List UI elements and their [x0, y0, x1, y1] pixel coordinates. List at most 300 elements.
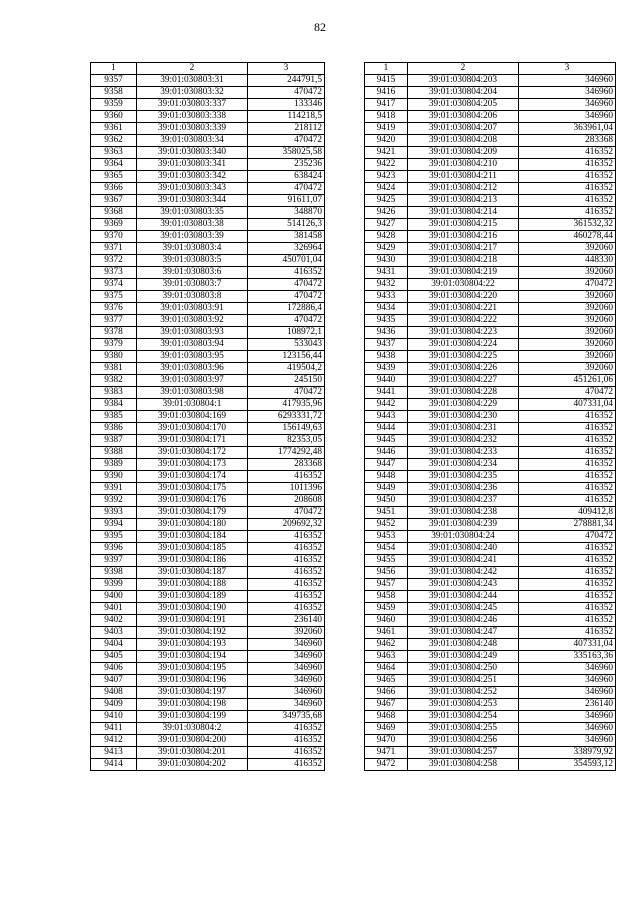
cadastral-id-cell: 39:01:030803:94	[137, 339, 248, 351]
row-number-cell: 9436	[365, 327, 408, 339]
value-cell: 416352	[519, 411, 616, 423]
table-row	[365, 495, 616, 507]
cadastral-id-cell: 39:01:030803:343	[137, 183, 248, 195]
cadastral-id-cell: 39:01:030804:209	[408, 147, 519, 159]
row-number-cell: 9414	[91, 759, 137, 771]
value-cell: 392060	[519, 243, 616, 255]
value-cell: 172886,4	[248, 303, 325, 315]
table-row	[365, 375, 616, 387]
value-cell: 326964	[248, 243, 325, 255]
table-header-row	[365, 63, 616, 75]
table-row	[91, 219, 325, 231]
table-row	[91, 675, 325, 687]
row-number-cell: 9406	[91, 663, 137, 675]
cadastral-id-cell: 39:01:030804:24	[408, 531, 519, 543]
cadastral-table-left	[90, 62, 325, 771]
cadastral-id-cell: 39:01:030804:219	[408, 267, 519, 279]
cadastral-id-cell: 39:01:030803:97	[137, 375, 248, 387]
table-row	[91, 327, 325, 339]
value-cell: 156149,63	[248, 423, 325, 435]
cadastral-id-cell: 39:01:030803:7	[137, 279, 248, 291]
value-cell: 346960	[519, 675, 616, 687]
cadastral-id-cell: 39:01:030803:39	[137, 231, 248, 243]
table-row	[365, 423, 616, 435]
value-cell: 244791,5	[248, 75, 325, 87]
row-number-cell: 9420	[365, 135, 408, 147]
value-cell: 416352	[519, 471, 616, 483]
row-number-cell: 9385	[91, 411, 137, 423]
cadastral-id-cell: 39:01:030804:196	[137, 675, 248, 687]
row-number-cell: 9387	[91, 435, 137, 447]
table-row	[365, 99, 616, 111]
table-row	[91, 531, 325, 543]
value-cell: 416352	[519, 195, 616, 207]
cadastral-id-cell: 39:01:030804:200	[137, 735, 248, 747]
table-row	[91, 459, 325, 471]
table-row	[365, 87, 616, 99]
value-cell: 409412,8	[519, 507, 616, 519]
value-cell: 451261,06	[519, 375, 616, 387]
table-row	[365, 135, 616, 147]
value-cell: 6293331,72	[248, 411, 325, 423]
cadastral-id-cell: 39:01:030804:258	[408, 759, 519, 771]
cadastral-id-cell: 39:01:030804:206	[408, 111, 519, 123]
table-row	[91, 243, 325, 255]
row-number-cell: 9384	[91, 399, 137, 411]
row-number-cell: 9458	[365, 591, 408, 603]
table-row	[365, 459, 616, 471]
table-row	[91, 111, 325, 123]
table-row	[365, 207, 616, 219]
value-cell: 346960	[519, 87, 616, 99]
value-cell: 349735,68	[248, 711, 325, 723]
value-cell: 346960	[248, 699, 325, 711]
table-row	[365, 75, 616, 87]
value-cell: 416352	[519, 591, 616, 603]
cadastral-id-cell: 39:01:030803:4	[137, 243, 248, 255]
table-row	[91, 435, 325, 447]
value-cell: 346960	[519, 663, 616, 675]
cadastral-id-cell: 39:01:030803:35	[137, 207, 248, 219]
table-row	[365, 315, 616, 327]
value-cell: 416352	[248, 579, 325, 591]
row-number-cell: 9444	[365, 423, 408, 435]
table-row	[91, 375, 325, 387]
table-row	[365, 483, 616, 495]
value-cell: 346960	[519, 99, 616, 111]
cadastral-id-cell: 39:01:030804:2	[137, 723, 248, 735]
row-number-cell: 9413	[91, 747, 137, 759]
row-number-cell: 9358	[91, 87, 137, 99]
row-number-cell: 9397	[91, 555, 137, 567]
cadastral-id-cell: 39:01:030804:215	[408, 219, 519, 231]
value-cell: 533043	[248, 339, 325, 351]
row-number-cell: 9392	[91, 495, 137, 507]
row-number-cell: 9362	[91, 135, 137, 147]
value-cell: 209692,32	[248, 519, 325, 531]
table-row	[365, 255, 616, 267]
table-row	[91, 195, 325, 207]
row-number-cell: 9395	[91, 531, 137, 543]
cadastral-id-cell: 39:01:030804:244	[408, 591, 519, 603]
value-cell: 416352	[519, 579, 616, 591]
table-row	[91, 231, 325, 243]
table-row	[91, 447, 325, 459]
row-number-cell: 9450	[365, 495, 408, 507]
value-cell: 335163,36	[519, 651, 616, 663]
value-cell: 470472	[248, 291, 325, 303]
row-number-cell: 9396	[91, 543, 137, 555]
cadastral-id-cell: 39:01:030804:226	[408, 363, 519, 375]
row-number-cell: 9449	[365, 483, 408, 495]
cadastral-id-cell: 39:01:030803:5	[137, 255, 248, 267]
cadastral-id-cell: 39:01:030804:210	[408, 159, 519, 171]
table-row	[365, 567, 616, 579]
table-row	[91, 759, 325, 771]
row-number-cell: 9380	[91, 351, 137, 363]
row-number-cell: 9381	[91, 363, 137, 375]
table-row	[365, 675, 616, 687]
row-number-cell: 9472	[365, 759, 408, 771]
cadastral-id-cell: 39:01:030804:195	[137, 663, 248, 675]
value-cell: 82353,05	[248, 435, 325, 447]
row-number-cell: 9364	[91, 159, 137, 171]
value-cell: 470472	[248, 279, 325, 291]
row-number-cell: 9359	[91, 99, 137, 111]
table-row	[365, 615, 616, 627]
value-cell: 416352	[248, 531, 325, 543]
value-cell: 416352	[519, 495, 616, 507]
value-cell: 392060	[519, 351, 616, 363]
row-number-cell: 9405	[91, 651, 137, 663]
row-number-cell: 9471	[365, 747, 408, 759]
cadastral-id-cell: 39:01:030804:223	[408, 327, 519, 339]
cadastral-id-cell: 39:01:030804:256	[408, 735, 519, 747]
value-cell: 218112	[248, 123, 325, 135]
row-number-cell: 9377	[91, 315, 137, 327]
row-number-cell: 9453	[365, 531, 408, 543]
cadastral-id-cell: 39:01:030804:230	[408, 411, 519, 423]
value-cell: 338979,92	[519, 747, 616, 759]
cadastral-id-cell: 39:01:030804:235	[408, 471, 519, 483]
value-cell: 416352	[519, 435, 616, 447]
row-number-cell: 9431	[365, 267, 408, 279]
row-number-cell: 9419	[365, 123, 408, 135]
value-cell: 283368	[519, 135, 616, 147]
row-number-cell: 9363	[91, 147, 137, 159]
cadastral-id-cell: 39:01:030804:202	[137, 759, 248, 771]
row-number-cell: 9425	[365, 195, 408, 207]
table-row	[91, 339, 325, 351]
value-cell: 416352	[519, 159, 616, 171]
cadastral-id-cell: 39:01:030804:172	[137, 447, 248, 459]
row-number-cell: 9366	[91, 183, 137, 195]
table-row	[91, 723, 325, 735]
cadastral-id-cell: 39:01:030803:342	[137, 171, 248, 183]
table-row	[91, 567, 325, 579]
table-row	[365, 243, 616, 255]
row-number-cell: 9443	[365, 411, 408, 423]
cadastral-id-cell: 39:01:030804:216	[408, 231, 519, 243]
table-row	[91, 423, 325, 435]
table-row	[365, 519, 616, 531]
value-cell: 283368	[248, 459, 325, 471]
cadastral-id-cell: 39:01:030804:193	[137, 639, 248, 651]
header-cell-number: 1	[365, 63, 408, 75]
cadastral-id-cell: 39:01:030803:95	[137, 351, 248, 363]
value-cell: 470472	[248, 87, 325, 99]
table-row	[365, 231, 616, 243]
table-row	[365, 759, 616, 771]
value-cell: 346960	[248, 663, 325, 675]
row-number-cell: 9376	[91, 303, 137, 315]
table-row	[91, 75, 325, 87]
cadastral-id-cell: 39:01:030804:211	[408, 171, 519, 183]
cadastral-id-cell: 39:01:030804:249	[408, 651, 519, 663]
row-number-cell: 9421	[365, 147, 408, 159]
row-number-cell: 9439	[365, 363, 408, 375]
cadastral-id-cell: 39:01:030804:173	[137, 459, 248, 471]
row-number-cell: 9451	[365, 507, 408, 519]
row-number-cell: 9394	[91, 519, 137, 531]
table-row	[365, 555, 616, 567]
table-row	[365, 411, 616, 423]
table-row	[91, 639, 325, 651]
row-number-cell: 9445	[365, 435, 408, 447]
value-cell: 392060	[519, 267, 616, 279]
cadastral-id-cell: 39:01:030804:255	[408, 723, 519, 735]
value-cell: 381458	[248, 231, 325, 243]
value-cell: 450701,04	[248, 255, 325, 267]
cadastral-id-cell: 39:01:030804:253	[408, 699, 519, 711]
row-number-cell: 9375	[91, 291, 137, 303]
row-number-cell: 9422	[365, 159, 408, 171]
row-number-cell: 9426	[365, 207, 408, 219]
table-row	[91, 735, 325, 747]
table-row	[365, 531, 616, 543]
cadastral-id-cell: 39:01:030804:192	[137, 627, 248, 639]
table-row	[365, 387, 616, 399]
table-row	[91, 699, 325, 711]
cadastral-id-cell: 39:01:030804:205	[408, 99, 519, 111]
row-number-cell: 9440	[365, 375, 408, 387]
cadastral-id-cell: 39:01:030804:180	[137, 519, 248, 531]
value-cell: 346960	[248, 639, 325, 651]
table-row	[365, 219, 616, 231]
table-row	[365, 579, 616, 591]
cadastral-id-cell: 39:01:030803:93	[137, 327, 248, 339]
row-number-cell: 9435	[365, 315, 408, 327]
table-body-left	[91, 63, 325, 771]
cadastral-id-cell: 39:01:030804:232	[408, 435, 519, 447]
cadastral-id-cell: 39:01:030804:243	[408, 579, 519, 591]
table-row	[91, 579, 325, 591]
row-number-cell: 9398	[91, 567, 137, 579]
cadastral-id-cell: 39:01:030804:227	[408, 375, 519, 387]
table-row	[91, 147, 325, 159]
value-cell: 419504,2	[248, 363, 325, 375]
row-number-cell: 9452	[365, 519, 408, 531]
cadastral-id-cell: 39:01:030804:241	[408, 555, 519, 567]
cadastral-id-cell: 39:01:030804:179	[137, 507, 248, 519]
value-cell: 416352	[519, 459, 616, 471]
value-cell: 346960	[519, 75, 616, 87]
cadastral-id-cell: 39:01:030803:341	[137, 159, 248, 171]
row-number-cell: 9455	[365, 555, 408, 567]
table-row	[91, 747, 325, 759]
row-number-cell: 9469	[365, 723, 408, 735]
cadastral-id-cell: 39:01:030804:184	[137, 531, 248, 543]
row-number-cell: 9408	[91, 687, 137, 699]
value-cell: 417935,96	[248, 399, 325, 411]
table-row	[91, 363, 325, 375]
table-row	[365, 291, 616, 303]
value-cell: 236140	[519, 699, 616, 711]
table-row	[91, 171, 325, 183]
row-number-cell: 9454	[365, 543, 408, 555]
cadastral-id-cell: 39:01:030804:212	[408, 183, 519, 195]
table-row	[91, 591, 325, 603]
row-number-cell: 9401	[91, 603, 137, 615]
table-row	[91, 267, 325, 279]
table-row	[91, 687, 325, 699]
cadastral-id-cell: 39:01:030804:208	[408, 135, 519, 147]
row-number-cell: 9389	[91, 459, 137, 471]
cadastral-id-cell: 39:01:030804:169	[137, 411, 248, 423]
value-cell: 416352	[519, 615, 616, 627]
table-row	[365, 111, 616, 123]
table-row	[365, 711, 616, 723]
value-cell: 416352	[248, 723, 325, 735]
row-number-cell: 9379	[91, 339, 137, 351]
table-row	[91, 651, 325, 663]
row-number-cell: 9461	[365, 627, 408, 639]
cadastral-id-cell: 39:01:030803:38	[137, 219, 248, 231]
value-cell: 638424	[248, 171, 325, 183]
row-number-cell: 9386	[91, 423, 137, 435]
row-number-cell: 9368	[91, 207, 137, 219]
table-row	[365, 279, 616, 291]
table-row	[91, 123, 325, 135]
cadastral-id-cell: 39:01:030804:176	[137, 495, 248, 507]
row-number-cell: 9456	[365, 567, 408, 579]
table-row	[91, 399, 325, 411]
row-number-cell: 9378	[91, 327, 137, 339]
value-cell: 416352	[519, 555, 616, 567]
cadastral-id-cell: 39:01:030804:245	[408, 603, 519, 615]
cadastral-id-cell: 39:01:030804:252	[408, 687, 519, 699]
table-row	[91, 483, 325, 495]
value-cell: 416352	[248, 603, 325, 615]
cadastral-id-cell: 39:01:030804:171	[137, 435, 248, 447]
value-cell: 416352	[519, 543, 616, 555]
value-cell: 407331,04	[519, 639, 616, 651]
value-cell: 416352	[519, 183, 616, 195]
row-number-cell: 9407	[91, 675, 137, 687]
header-cell-value: 3	[519, 63, 616, 75]
table-row	[365, 639, 616, 651]
table-row	[91, 711, 325, 723]
value-cell: 407331,04	[519, 399, 616, 411]
value-cell: 278881,34	[519, 519, 616, 531]
cadastral-id-cell: 39:01:030803:337	[137, 99, 248, 111]
table-row	[91, 303, 325, 315]
table-row	[91, 315, 325, 327]
cadastral-id-cell: 39:01:030804:214	[408, 207, 519, 219]
row-number-cell: 9393	[91, 507, 137, 519]
value-cell: 416352	[519, 147, 616, 159]
value-cell: 392060	[248, 627, 325, 639]
cadastral-id-cell: 39:01:030804:228	[408, 387, 519, 399]
table-row	[365, 687, 616, 699]
cadastral-id-cell: 39:01:030804:233	[408, 447, 519, 459]
row-number-cell: 9390	[91, 471, 137, 483]
table-row	[91, 351, 325, 363]
cadastral-id-cell: 39:01:030804:174	[137, 471, 248, 483]
value-cell: 416352	[519, 567, 616, 579]
value-cell: 416352	[519, 483, 616, 495]
cadastral-id-cell: 39:01:030803:8	[137, 291, 248, 303]
table-row	[91, 255, 325, 267]
value-cell: 470472	[519, 387, 616, 399]
value-cell: 416352	[519, 603, 616, 615]
row-number-cell: 9424	[365, 183, 408, 195]
header-cell-cadastral-id: 2	[137, 63, 248, 75]
cadastral-id-cell: 39:01:030804:248	[408, 639, 519, 651]
row-number-cell: 9446	[365, 447, 408, 459]
row-number-cell: 9433	[365, 291, 408, 303]
header-cell-number: 1	[91, 63, 137, 75]
cadastral-id-cell: 39:01:030803:340	[137, 147, 248, 159]
value-cell: 416352	[519, 423, 616, 435]
row-number-cell: 9462	[365, 639, 408, 651]
cadastral-id-cell: 39:01:030804:188	[137, 579, 248, 591]
cadastral-id-cell: 39:01:030804:257	[408, 747, 519, 759]
table-row	[365, 303, 616, 315]
row-number-cell: 9441	[365, 387, 408, 399]
value-cell: 358025,58	[248, 147, 325, 159]
value-cell: 416352	[248, 759, 325, 771]
table-row	[365, 447, 616, 459]
value-cell: 416352	[519, 171, 616, 183]
value-cell: 346960	[519, 723, 616, 735]
row-number-cell: 9437	[365, 339, 408, 351]
cadastral-id-cell: 39:01:030804:239	[408, 519, 519, 531]
value-cell: 208608	[248, 495, 325, 507]
cadastral-id-cell: 39:01:030804:242	[408, 567, 519, 579]
row-number-cell: 9466	[365, 687, 408, 699]
table-row	[365, 471, 616, 483]
cadastral-id-cell: 39:01:030803:92	[137, 315, 248, 327]
value-cell: 348870	[248, 207, 325, 219]
cadastral-id-cell: 39:01:030804:190	[137, 603, 248, 615]
row-number-cell: 9382	[91, 375, 137, 387]
table-row	[91, 99, 325, 111]
value-cell: 354593,12	[519, 759, 616, 771]
table-row	[365, 651, 616, 663]
cadastral-id-cell: 39:01:030804:198	[137, 699, 248, 711]
row-number-cell: 9411	[91, 723, 137, 735]
table-row	[365, 327, 616, 339]
value-cell: 392060	[519, 315, 616, 327]
row-number-cell: 9369	[91, 219, 137, 231]
cadastral-id-cell: 39:01:030803:91	[137, 303, 248, 315]
table-row	[91, 615, 325, 627]
cadastral-id-cell: 39:01:030804:185	[137, 543, 248, 555]
row-number-cell: 9470	[365, 735, 408, 747]
cadastral-id-cell: 39:01:030803:96	[137, 363, 248, 375]
row-number-cell: 9403	[91, 627, 137, 639]
